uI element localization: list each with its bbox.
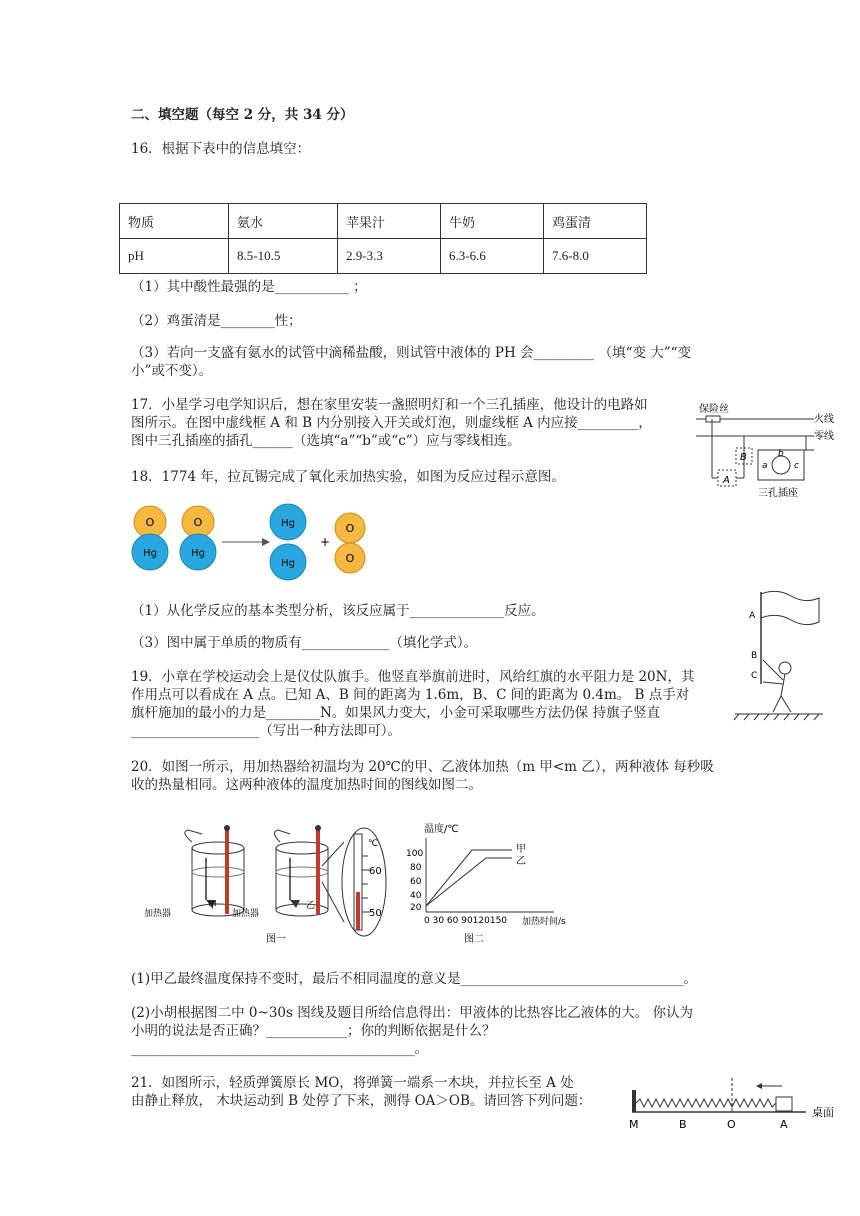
fuse-label: 保险丝 (699, 404, 729, 415)
q16-stem: 16．根据下表中的信息填空： (131, 141, 311, 157)
table-cell: 牛奶 (441, 204, 544, 239)
beaker-1 (185, 825, 244, 916)
q20-part2: (2)小胡根据图二中 0~30s 图线及题目所给信息得出：甲液体的比热容比乙液体的大。 你认为 (131, 1005, 694, 1021)
q21-line1: 21．如图所示，轻质弹簧原长 MO，将弹簧一端系一木块，并拉长至 A 处 (131, 1075, 574, 1091)
liquid-yi-label: 乙 (306, 901, 316, 911)
q19-line4: ___________________（写出一种方法即可）。 (131, 723, 401, 739)
label-a: A (780, 1118, 788, 1131)
svg-text:O: O (145, 516, 155, 529)
label-o: O (727, 1118, 736, 1131)
y-tick: 80 (410, 863, 422, 873)
heating-apparatus-figure (140, 812, 400, 952)
q17-line1: 17．小星学习电学知识后，想在家里安装一盏照明灯和一个三孔插座，他设计的电路如 (131, 397, 648, 413)
q16-part3: （3）若向一支盛有氨水的试管中滴稀盐酸，则试管中液体的 PH 会_________ （填“变 大”“变 (131, 345, 692, 361)
svg-text:O: O (345, 552, 355, 565)
live-wire-label: 火线 (814, 414, 834, 425)
box-a-label: A (723, 475, 730, 486)
y-tick: 20 (410, 903, 422, 913)
table-cell: 7.6-8.0 (544, 239, 647, 274)
point-a-label: A (749, 611, 756, 621)
liquid-jia-label: 甲 (208, 901, 218, 911)
svg-text:Hg: Hg (143, 548, 157, 559)
label-m: M (629, 1118, 639, 1131)
table-cell: 鸡蛋清 (544, 204, 647, 239)
thermo-unit: ℃ (368, 839, 379, 849)
ph-table (119, 203, 647, 274)
hg-atoms (270, 504, 306, 580)
socket-a: a (762, 461, 768, 471)
q20-part2-blank: __________________________________________。 (131, 1041, 428, 1057)
label-b: B (679, 1118, 687, 1131)
series-yi-label: 乙 (516, 856, 526, 867)
q17-line3: 图中三孔插座的插孔______（选填“a”“b”或“c”）应与零线相连。 (131, 433, 521, 449)
q19-line1: 19．小章在学校运动会上是仪仗队旗手。他竖直举旗前进时，风给红旗的水平阻力是 20N，其 (131, 669, 695, 685)
svg-text:Hg: Hg (281, 518, 295, 529)
q16-part1: （1）其中酸性最强的是___________ ； (131, 279, 367, 295)
q18-part1: （1）从化学反应的基本类型分析，该反应属于______________反应。 (131, 603, 545, 619)
q20-line2: 收的热量相同。这两种液体的温度加热时间的图线如图二。 (131, 777, 482, 793)
table-cell: 2.9-3.3 (338, 239, 441, 274)
desk-label: 桌面 (812, 1106, 834, 1119)
svg-text:O: O (345, 522, 355, 535)
y-axis-label: 温度/℃ (424, 824, 459, 835)
flag-shape (761, 591, 819, 624)
table-cell: 苹果汁 (338, 204, 441, 239)
q21-line2: 由静止释放， 木块运动到 B 处停了下来，测得 OA＞OB。请回答下列问题： (131, 1093, 592, 1109)
q17-line2: 图所示。在图中虚线框 A 和 B 内分别接入开关或灯泡，则虚线框 A 内应接_________， (131, 415, 652, 431)
q16-part3-cont: 小”或不变）。 (131, 363, 213, 379)
q19-line2: 作用点可以看成在 A 点。已知 A、B 间的距离为 1.6m，B、C 间的距离为 0.4m。 B 点手对 (131, 687, 690, 703)
box-b-label: B (740, 452, 747, 463)
q18-part3: （3）图中属于单质的物质有_____________（填化学式）。 (131, 635, 478, 651)
heater-label-1: 加热器 (144, 909, 172, 919)
figure-2-caption: 图二 (464, 934, 484, 945)
figure-1-caption: 图一 (266, 934, 286, 945)
table-row (120, 239, 647, 274)
svg-text:O: O (193, 516, 203, 529)
q18-stem: 18．1774 年，拉瓦锡完成了氧化汞加热实验，如图为反应过程示意图。 (131, 469, 565, 485)
socket-label: 三孔插座 (758, 488, 798, 499)
thermo-tick-60: 60 (369, 866, 382, 877)
reaction-diagram (128, 500, 388, 584)
beaker-2 (274, 825, 328, 916)
x-ticks: 0 30 60 90120150 (424, 916, 508, 926)
y-tick: 60 (410, 877, 422, 887)
section-title: 二、填空题（每空 2 分，共 34 分） (131, 107, 354, 123)
hgo-molecule-1 (132, 506, 168, 570)
thermometer-zoom (322, 828, 386, 936)
flag-bearer-figure (733, 588, 825, 728)
spring-block-figure (624, 1070, 844, 1132)
temperature-time-graph (404, 820, 584, 950)
point-c-label: C (751, 671, 758, 681)
y-tick: 40 (410, 891, 422, 901)
q16-part2: （2）鸡蛋清是________性； (131, 313, 302, 329)
socket-c: c (794, 461, 799, 471)
table-cell: 8.5-10.5 (229, 239, 338, 274)
table-cell: 物质 (120, 204, 229, 239)
point-b-label: B (751, 651, 758, 661)
q20-part1: (1)甲乙最终温度保持不变时，最后不相同温度的意义是_________________________________。 (131, 971, 697, 987)
table-cell: 氨水 (229, 204, 338, 239)
q19-line3: 旗杆施加的最小的力是________N。如果风力变大，小金可采取哪些方法仍保 持旗子竖直 (131, 705, 661, 721)
o2-molecule (335, 513, 365, 573)
neutral-wire-label: 零线 (814, 431, 834, 442)
thermo-tick-50: 50 (369, 908, 382, 919)
table-cell: pH (120, 239, 229, 274)
q20-part2-cont: 小明的说法是否正确？____________；你的判断依据是什么？ (131, 1023, 496, 1039)
socket-b: b (778, 449, 784, 459)
series-jia-label: 甲 (516, 844, 526, 855)
q20-line1: 20．如图一所示，用加热器给初温均为 20℃的甲、乙液体加热（m 甲<m 乙），两种液体 每秒吸 (131, 759, 714, 775)
y-tick: 100 (406, 849, 424, 859)
hgo-molecule-2 (180, 506, 216, 570)
wooden-block (776, 1097, 792, 1111)
circuit-diagram (696, 398, 846, 504)
plus-sign: + (320, 535, 331, 549)
svg-text:Hg: Hg (281, 558, 295, 569)
table-row (120, 204, 647, 239)
svg-text:Hg: Hg (191, 548, 205, 559)
fuse-symbol (706, 416, 720, 422)
series-yi-line (426, 858, 512, 906)
spring (636, 1099, 776, 1107)
x-axis-label: 加热时间/s (522, 917, 566, 927)
table-cell: 6.3-6.6 (441, 239, 544, 274)
heater-label-2: 加热器 (232, 909, 260, 919)
